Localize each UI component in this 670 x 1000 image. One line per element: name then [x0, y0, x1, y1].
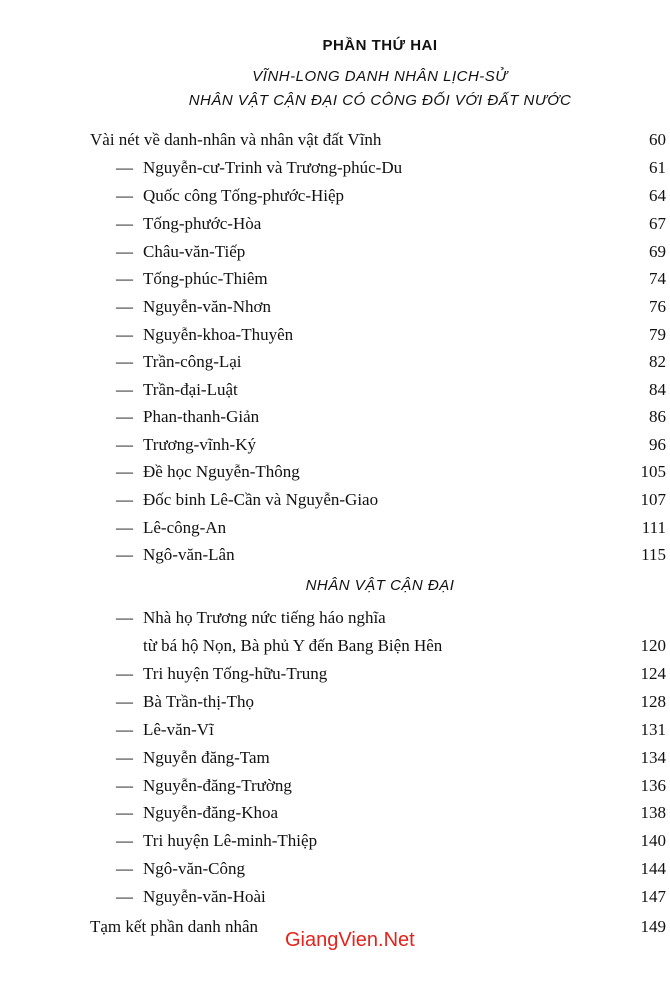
entry-dash: —: [116, 859, 133, 878]
toc-entry: [0, 212, 670, 236]
toc-entry: [0, 295, 670, 319]
toc-entry-page: 61: [649, 158, 666, 177]
toc-entry: [0, 801, 670, 825]
toc-entry: [0, 267, 670, 291]
toc-entry: [0, 460, 670, 484]
toc-entry: [0, 885, 670, 909]
entry-dash: —: [116, 720, 133, 739]
toc-entry: [0, 662, 670, 686]
toc-entry-page: 84: [649, 380, 666, 399]
subtitle-line-1: VĨNH-LONG DANH NHÂN LỊCH-SỬ: [252, 68, 508, 85]
toc-entry: [0, 184, 670, 208]
toc-entry-label: Trần-đại-Luật: [143, 380, 238, 399]
toc-entry-page: 124: [640, 664, 666, 683]
toc-entry: [0, 433, 670, 457]
entry-dash: —: [116, 776, 133, 795]
toc-entry-label: Tống-phúc-Thiêm: [143, 269, 268, 288]
toc-entry: [0, 774, 670, 798]
toc-entry-label: Đốc binh Lê-Cần và Nguyễn-Giao: [143, 490, 379, 509]
toc-entry-page: 67: [649, 214, 666, 233]
entry-dash: —: [116, 462, 133, 481]
toc-entry: [0, 405, 670, 429]
toc-entry-page: 69: [649, 242, 666, 261]
toc-entry-label: Nguyễn-cư-Trinh và Trương-phúc-Du: [143, 158, 403, 177]
entry-dash: —: [116, 158, 133, 177]
toc-entry-page: 138: [640, 803, 666, 822]
entry-dash: —: [116, 518, 133, 537]
entry-dash: —: [116, 325, 133, 344]
toc-entry-label: Nhà họ Trương nức tiếng háo nghĩa: [143, 608, 386, 627]
toc-entry-label: Tống-phước-Hòa: [143, 214, 262, 233]
entry-dash: —: [116, 186, 133, 205]
toc-entry-label: Quốc công Tống-phước-Hiệp: [143, 186, 345, 205]
toc-entry-page: 140: [640, 831, 666, 850]
toc-entry-label: Trương-vĩnh-Ký: [143, 435, 256, 454]
part-title: PHẦN THỨ HAI: [322, 37, 438, 54]
toc-entry-page: 96: [649, 435, 666, 454]
toc-entry: [0, 857, 670, 881]
subtitle-line-2: NHÂN VẬT CẬN ĐẠI CÓ CÔNG ĐỐI VỚI ĐẤT NƯỚC: [188, 92, 572, 109]
toc-entry: [0, 240, 670, 264]
toc-entry: [0, 323, 670, 347]
toc-entry-page: 107: [640, 490, 666, 509]
toc-entry-multiline-second: [0, 634, 670, 658]
toc-entry-label: Ngô-văn-Lân: [143, 545, 235, 564]
entry-dash: —: [116, 214, 133, 233]
toc-entry-label: Phan-thanh-Giản: [143, 407, 260, 426]
toc-entry: [0, 350, 670, 374]
toc-entry-page: 79: [649, 325, 666, 344]
entry-dash: —: [116, 380, 133, 399]
toc-entry-page: 131: [640, 720, 666, 739]
toc-entry-multiline-first: [0, 606, 670, 630]
toc-entry-label: Bà Trần-thị-Thọ: [143, 692, 254, 711]
entry-dash: —: [116, 352, 133, 371]
toc-entry-page: 144: [640, 859, 666, 878]
toc-entry-page: 74: [649, 269, 666, 288]
toc-entry-label: Lê-văn-Vĩ: [143, 720, 214, 739]
toc-entry-label: Nguyễn-văn-Hoài: [143, 887, 266, 906]
toc-entry-label: từ bá hộ Nọn, Bà phủ Y đến Bang Biện Hên: [143, 636, 443, 655]
toc-entry-intro: [0, 128, 670, 152]
toc-entry-label: Nguyễn-đăng-Trường: [143, 776, 292, 795]
toc-entry-page: 149: [640, 917, 666, 936]
toc-entry-page: 105: [640, 462, 666, 481]
entry-dash: —: [116, 435, 133, 454]
toc-entry-label: Vài nét về danh-nhân và nhân vật đất Vĩnh: [90, 130, 382, 149]
toc-entry: [0, 156, 670, 180]
entry-dash: —: [116, 269, 133, 288]
entry-dash: —: [116, 242, 133, 261]
toc-entry: [0, 516, 670, 540]
toc-entry-label: Châu-văn-Tiếp: [143, 242, 246, 261]
entry-dash: —: [116, 692, 133, 711]
entry-dash: —: [116, 490, 133, 509]
watermark-text: GiangVien.Net: [285, 929, 415, 951]
toc-entry-page: 64: [649, 186, 666, 205]
toc-entry-label: Nguyễn-khoa-Thuyên: [143, 325, 294, 344]
toc-entry-label: Ngô-văn-Công: [143, 859, 245, 878]
toc-entry-page: 60: [649, 130, 666, 149]
toc-entry: [0, 829, 670, 853]
toc-entry-label: Lê-công-An: [143, 518, 227, 537]
toc-entry-label: Nguyễn đăng-Tam: [143, 748, 270, 767]
entry-dash: —: [116, 608, 133, 627]
toc-entry-label: Tri huyện Tống-hữu-Trung: [143, 664, 328, 683]
toc-entry-label: Tạm kết phần danh nhân: [90, 917, 259, 936]
toc-entry: [0, 690, 670, 714]
toc-entry-label: Tri huyện Lê-minh-Thiệp: [143, 831, 318, 850]
toc-entry-page: 120: [640, 636, 666, 655]
toc-entry: [0, 488, 670, 512]
entry-dash: —: [116, 664, 133, 683]
toc-entry: [0, 718, 670, 742]
toc-entry-page: 76: [649, 297, 666, 316]
entry-dash: —: [116, 803, 133, 822]
toc-entry-label: Trần-công-Lại: [143, 352, 242, 371]
toc-entry-page: 134: [640, 748, 666, 767]
entry-dash: —: [116, 297, 133, 316]
entry-dash: —: [116, 887, 133, 906]
section-heading: NHÂN VẬT CẬN ĐẠI: [305, 577, 455, 594]
toc-entry-page: 82: [649, 352, 666, 371]
entry-dash: —: [116, 545, 133, 564]
entry-dash: —: [116, 407, 133, 426]
toc-entry-page: 115: [641, 545, 666, 564]
toc-entry-label: Nguyễn-đăng-Khoa: [143, 803, 279, 822]
toc-entry: [0, 543, 670, 567]
toc-entry-page: 111: [641, 518, 666, 537]
entry-dash: —: [116, 748, 133, 767]
toc-entry: [0, 378, 670, 402]
toc-entry: [0, 746, 670, 770]
toc-entry-page: 147: [640, 887, 666, 906]
toc-entry-page: 128: [640, 692, 666, 711]
toc-entry-page: 86: [649, 407, 666, 426]
entry-dash: —: [116, 831, 133, 850]
toc-entry-label: Nguyễn-văn-Nhơn: [143, 297, 271, 316]
toc-entry-page: 136: [640, 776, 666, 795]
toc-entry-label: Đề học Nguyễn-Thông: [143, 462, 300, 481]
